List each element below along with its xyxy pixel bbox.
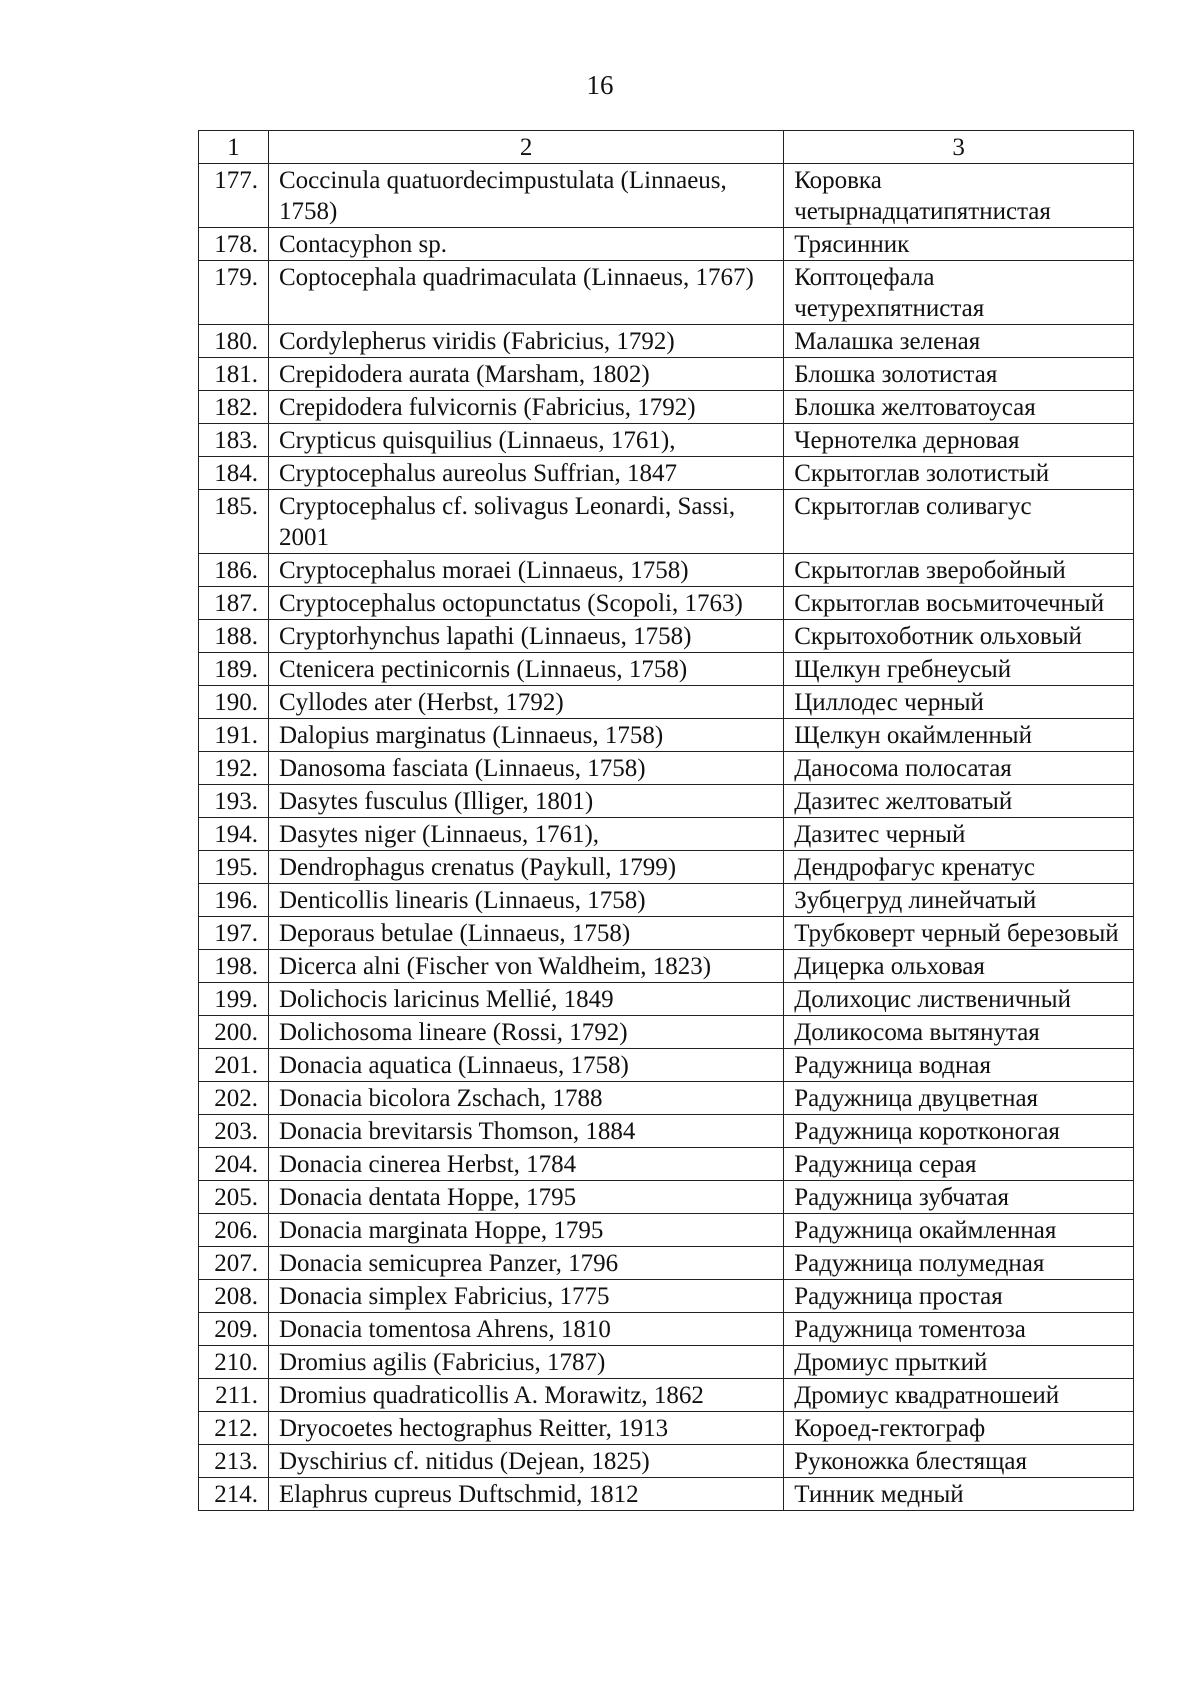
russian-name-cell: Долихоцис лиственичный [784, 983, 1134, 1016]
table-row [199, 391, 1134, 424]
latin-name-cell: Dryocoetes hectographus Reitter, 1913 [268, 1412, 783, 1445]
row-number: 181. [199, 358, 269, 391]
row-number: 213. [199, 1445, 269, 1478]
row-number: 203. [199, 1115, 269, 1148]
table-row [199, 686, 1134, 719]
russian-name-cell: Радужница серая [784, 1148, 1134, 1181]
russian-name-cell: Блошка желтоватоусая [784, 391, 1134, 424]
table-row [199, 818, 1134, 851]
russian-name-cell: Скрытоглав золотистый [784, 457, 1134, 490]
table-row [199, 653, 1134, 686]
row-number: 197. [199, 917, 269, 950]
row-number: 178. [199, 228, 269, 261]
row-number: 195. [199, 851, 269, 884]
row-number: 190. [199, 686, 269, 719]
latin-name-cell: Donacia dentata Hoppe, 1795 [268, 1181, 783, 1214]
russian-name-cell: Трясинник [784, 228, 1134, 261]
row-number: 205. [199, 1181, 269, 1214]
column-header-number: 1 [199, 131, 269, 164]
russian-name-cell: Радужница простая [784, 1280, 1134, 1313]
row-number: 211. [199, 1379, 269, 1412]
latin-name-cell: Cryptocephalus octopunctatus (Scopoli, 1763) [268, 587, 783, 620]
table-row [199, 358, 1134, 391]
table-row [199, 1445, 1134, 1478]
table-row [199, 851, 1134, 884]
row-number: 183. [199, 424, 269, 457]
latin-name-cell: Donacia semicuprea Panzer, 1796 [268, 1247, 783, 1280]
row-number: 212. [199, 1412, 269, 1445]
table-row [199, 164, 1134, 228]
table-row [199, 1313, 1134, 1346]
latin-name-cell: Crepidodera fulvicornis (Fabricius, 1792) [268, 391, 783, 424]
latin-name-cell: Donacia marginata Hoppe, 1795 [268, 1214, 783, 1247]
row-number: 207. [199, 1247, 269, 1280]
latin-name-cell: Cordylepherus viridis (Fabricius, 1792) [268, 325, 783, 358]
row-number: 201. [199, 1049, 269, 1082]
table-row [199, 1379, 1134, 1412]
russian-name-cell: Скрытоглав восьмиточечный [784, 587, 1134, 620]
russian-name-cell: Дазитес черный [784, 818, 1134, 851]
table-row [199, 1082, 1134, 1115]
latin-name-cell: Donacia brevitarsis Thomson, 1884 [268, 1115, 783, 1148]
latin-name-cell: Dendrophagus crenatus (Paykull, 1799) [268, 851, 783, 884]
page-number: 16 [586, 70, 614, 100]
table-row [199, 752, 1134, 785]
row-number: 182. [199, 391, 269, 424]
latin-name-cell: Denticollis linearis (Linnaeus, 1758) [268, 884, 783, 917]
latin-name-cell: Dyschirius cf. nitidus (Dejean, 1825) [268, 1445, 783, 1478]
table-row [199, 1016, 1134, 1049]
row-number: 180. [199, 325, 269, 358]
column-header-russian-name: 3 [784, 131, 1134, 164]
latin-name-cell: Ctenicera pectinicornis (Linnaeus, 1758) [268, 653, 783, 686]
table-row [199, 785, 1134, 818]
russian-name-cell: Трубковерт черный березовый [784, 917, 1134, 950]
table-row [199, 917, 1134, 950]
latin-name-cell: Donacia tomentosa Ahrens, 1810 [268, 1313, 783, 1346]
russian-name-cell: Зубцегруд линейчатый [784, 884, 1134, 917]
table-row [199, 983, 1134, 1016]
latin-name-cell: Dromius agilis (Fabricius, 1787) [268, 1346, 783, 1379]
russian-name-cell: Доликосома вытянутая [784, 1016, 1134, 1049]
row-number: 196. [199, 884, 269, 917]
row-number: 187. [199, 587, 269, 620]
latin-name-cell: Dalopius marginatus (Linnaeus, 1758) [268, 719, 783, 752]
row-number: 193. [199, 785, 269, 818]
table-row [199, 554, 1134, 587]
russian-name-cell: Щелкун гребнеусый [784, 653, 1134, 686]
russian-name-cell: Тинник медный [784, 1478, 1134, 1511]
russian-name-cell: Радужница коротконогая [784, 1115, 1134, 1148]
russian-name-cell: Скрытоглав зверобойный [784, 554, 1134, 587]
row-number: 204. [199, 1148, 269, 1181]
russian-name-cell: Чернотелка дерновая [784, 424, 1134, 457]
russian-name-cell: Коптоцефала четурехпятнистая [784, 261, 1134, 325]
table-row [199, 1478, 1134, 1511]
row-number: 214. [199, 1478, 269, 1511]
table-row [199, 457, 1134, 490]
russian-name-cell: Дазитес желтоватый [784, 785, 1134, 818]
latin-name-cell: Crepidodera aurata (Marsham, 1802) [268, 358, 783, 391]
latin-name-cell: Coptocephala quadrimaculata (Linnaeus, 1767) [268, 261, 783, 325]
table-row [199, 1148, 1134, 1181]
latin-name-cell: Donacia aquatica (Linnaeus, 1758) [268, 1049, 783, 1082]
russian-name-cell: Скрытоглав соливагус [784, 490, 1134, 554]
row-number: 179. [199, 261, 269, 325]
latin-name-cell: Contacyphon sp. [268, 228, 783, 261]
latin-name-cell: Dicerca alni (Fischer von Waldheim, 1823) [268, 950, 783, 983]
latin-name-cell: Dolichosoma lineare (Rossi, 1792) [268, 1016, 783, 1049]
row-number: 200. [199, 1016, 269, 1049]
latin-name-cell: Dolichocis laricinus Mellié, 1849 [268, 983, 783, 1016]
russian-name-cell: Дромиус квадратношеий [784, 1379, 1134, 1412]
row-number: 192. [199, 752, 269, 785]
russian-name-cell: Дицерка ольховая [784, 950, 1134, 983]
table-row [199, 1214, 1134, 1247]
latin-name-cell: Donacia cinerea Herbst, 1784 [268, 1148, 783, 1181]
russian-name-cell: Дромиус прыткий [784, 1346, 1134, 1379]
row-number: 208. [199, 1280, 269, 1313]
table-row [199, 325, 1134, 358]
russian-name-cell: Радужница томентоза [784, 1313, 1134, 1346]
row-number: 198. [199, 950, 269, 983]
row-number: 210. [199, 1346, 269, 1379]
russian-name-cell: Даносома полосатая [784, 752, 1134, 785]
row-number: 209. [199, 1313, 269, 1346]
table-row [199, 228, 1134, 261]
latin-name-cell: Coccinula quatuordecimpustulata (Linnaeus, 1758) [268, 164, 783, 228]
russian-name-cell: Радужница окаймленная [784, 1214, 1134, 1247]
table-row [199, 1247, 1134, 1280]
russian-name-cell: Дендрофагус кренатус [784, 851, 1134, 884]
table-row [199, 587, 1134, 620]
russian-name-cell: Циллодес черный [784, 686, 1134, 719]
table-row [199, 261, 1134, 325]
row-number: 184. [199, 457, 269, 490]
row-number: 186. [199, 554, 269, 587]
latin-name-cell: Dasytes niger (Linnaeus, 1761), [268, 818, 783, 851]
russian-name-cell: Короед-гектограф [784, 1412, 1134, 1445]
russian-name-cell: Радужница водная [784, 1049, 1134, 1082]
table-row [199, 424, 1134, 457]
row-number: 194. [199, 818, 269, 851]
latin-name-cell: Dasytes fusculus (Illiger, 1801) [268, 785, 783, 818]
table-row [199, 719, 1134, 752]
table-row [199, 490, 1134, 554]
latin-name-cell: Elaphrus cupreus Duftschmid, 1812 [268, 1478, 783, 1511]
latin-name-cell: Cryptocephalus cf. solivagus Leonardi, Sassi, 2001 [268, 490, 783, 554]
table-row [199, 1412, 1134, 1445]
latin-name-cell: Crypticus quisquilius (Linnaeus, 1761), [268, 424, 783, 457]
russian-name-cell: Радужница зубчатая [784, 1181, 1134, 1214]
latin-name-cell: Deporaus betulae (Linnaeus, 1758) [268, 917, 783, 950]
row-number: 189. [199, 653, 269, 686]
row-number: 177. [199, 164, 269, 228]
table-row [199, 620, 1134, 653]
latin-name-cell: Cryptocephalus aureolus Suffrian, 1847 [268, 457, 783, 490]
row-number: 199. [199, 983, 269, 1016]
russian-name-cell: Блошка золотистая [784, 358, 1134, 391]
row-number: 191. [199, 719, 269, 752]
russian-name-cell: Малашка зеленая [784, 325, 1134, 358]
table-row [199, 1115, 1134, 1148]
table-row [199, 950, 1134, 983]
table-row [199, 1049, 1134, 1082]
row-number: 206. [199, 1214, 269, 1247]
russian-name-cell: Радужница двуцветная [784, 1082, 1134, 1115]
russian-name-cell: Щелкун окаймленный [784, 719, 1134, 752]
latin-name-cell: Donacia simplex Fabricius, 1775 [268, 1280, 783, 1313]
russian-name-cell: Руконожка блестящая [784, 1445, 1134, 1478]
row-number: 185. [199, 490, 269, 554]
species-table [198, 130, 1134, 1511]
russian-name-cell: Коровка четырнадцатипятнистая [784, 164, 1134, 228]
row-number: 202. [199, 1082, 269, 1115]
table-header-row [199, 131, 1134, 164]
latin-name-cell: Cryptorhynchus lapathi (Linnaeus, 1758) [268, 620, 783, 653]
latin-name-cell: Danosoma fasciata (Linnaeus, 1758) [268, 752, 783, 785]
latin-name-cell: Donacia bicolora Zschach, 1788 [268, 1082, 783, 1115]
table-row [199, 1181, 1134, 1214]
row-number: 188. [199, 620, 269, 653]
table-row [199, 884, 1134, 917]
russian-name-cell: Скрытохоботник ольховый [784, 620, 1134, 653]
table-row [199, 1346, 1134, 1379]
column-header-latin-name: 2 [268, 131, 783, 164]
russian-name-cell: Радужница полумедная [784, 1247, 1134, 1280]
latin-name-cell: Cyllodes ater (Herbst, 1792) [268, 686, 783, 719]
latin-name-cell: Dromius quadraticollis A. Morawitz, 1862 [268, 1379, 783, 1412]
latin-name-cell: Cryptocephalus moraei (Linnaeus, 1758) [268, 554, 783, 587]
table-row [199, 1280, 1134, 1313]
